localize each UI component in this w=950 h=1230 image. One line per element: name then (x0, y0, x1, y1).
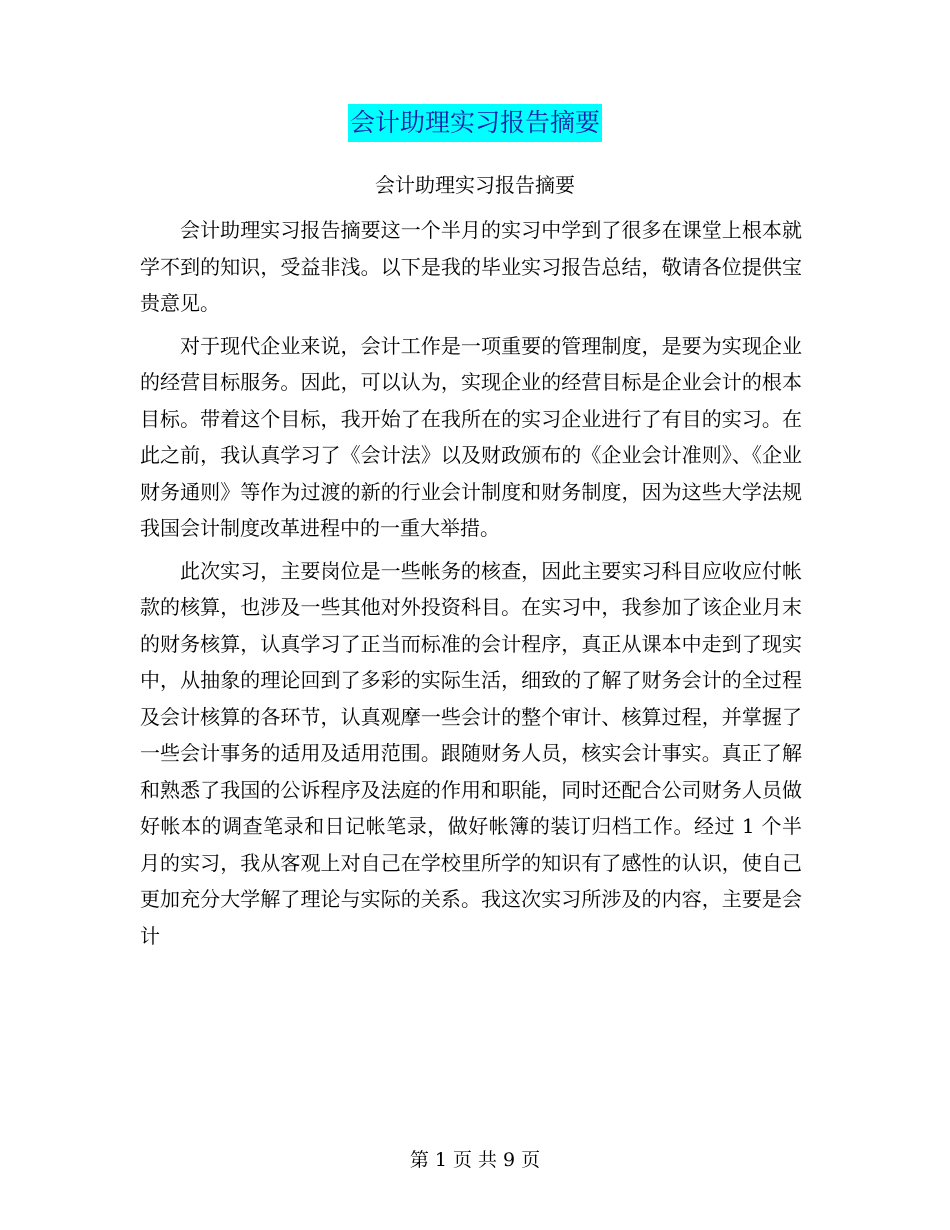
paragraph-3: 此次实习，主要岗位是一些帐务的核查，因此主要实习科目应收应付帐款的核算，也涉及一些其他对外投资科目。在实习中，我参加了该企业月末的财务核算，认真学习了正当而标准的会计程序，真正从课本中走到了现实中，从抽象的理论回到了多彩的实际生活，细致的了解了财务会计的全过程及会计核算的各环节，认真观摩一些会计的整个审计、核算过程，并掌握了一些会计事务的适用及适用范围。跟随财务人员，核实会计事实。真正了解和熟悉了我国的公诉程序及法庭的作用和职能，同时还配合公司财务人员做好帐本的调查笔录和日记帐笔录，做好帐簿的装订归档工作。经过 1 个半月的实习，我从客观上对自己在学校里所学的知识有了感性的认识，使自己更加充分大学解了理论与实际的关系。我这次实习所涉及的内容，主要是会计 (140, 558, 802, 948)
title-container (0, 104, 950, 142)
paragraph-2: 对于现代企业来说，会计工作是一项重要的管理制度，是要为实现企业的经营目标服务。因此，可以认为，实现企业的经营目标是企业会计的根本目标。带着这个目标，我开始了在我所在的实习企业进行了有目的实习。在此之前，我认真学习了《会计法》以及财政颁布的《企业会计准则》、《企业财务通则》等作为过渡的新的行业会计制度和财务制度，因为这些大学法规我国会计制度改革进程中的一重大举措。 (140, 333, 802, 540)
paragraph-1: 会计助理实习报告摘要这一个半月的实习中学到了很多在课堂上根本就学不到的知识，受益非浅。以下是我的毕业实习报告总结，敬请各位提供宝贵意见。 (140, 218, 802, 315)
document-subtitle: 会计助理实习报告摘要 (375, 173, 575, 197)
document-title: 会计助理实习报告摘要 (348, 104, 602, 142)
document-body (140, 212, 802, 960)
page-footer: 第 1 页 共 9 页 (409, 1149, 541, 1171)
